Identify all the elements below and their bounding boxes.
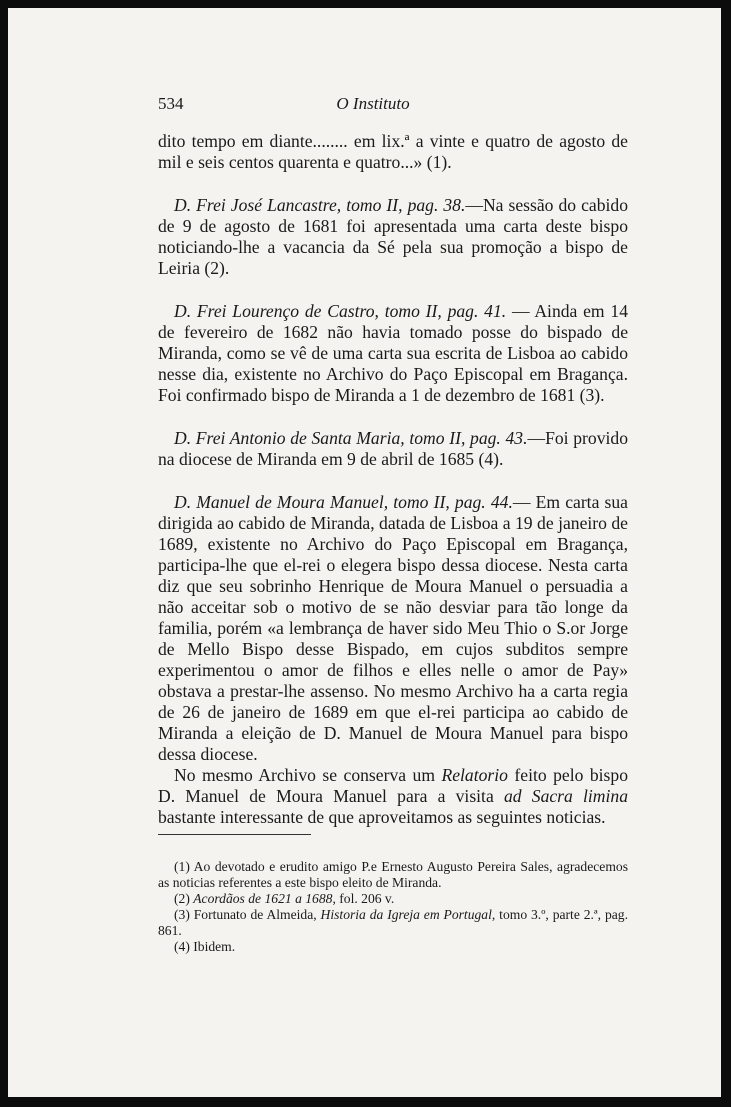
paragraph-text: dito tempo em diante........ em lix.ª a vinte e quatro de agosto de mil e seis centos quarenta e quatro...» (1).	[158, 131, 628, 172]
italic-term: Relatorio	[441, 765, 508, 785]
footnote-text: , tomo 3.º, parte 2.ª, pag. 861.	[158, 907, 628, 938]
footnote-divider	[158, 834, 311, 835]
footnote-2	[158, 891, 628, 907]
footnote-1: (1) Ao devotado e erudito amigo P.e Ernesto Augusto Pereira Sales, agradecemos as noticias referentes a este bispo eleito de Miranda.	[158, 859, 628, 890]
footnote-text: , fol. 206 v.	[332, 891, 395, 906]
entry-manuel-de-moura-manuel	[158, 492, 628, 765]
book-page	[8, 8, 721, 1097]
footnote-4: (4) Ibidem.	[174, 939, 236, 954]
entry-heading: D. Frei Lourenço de Castro, tomo II, pag. 41.	[174, 301, 507, 321]
entry-antonio-de-santa-maria	[158, 428, 628, 470]
entry-jose-lancastre	[158, 195, 628, 279]
paragraph-text: bastante interessante de que aproveitamos as seguintes noticias.	[158, 807, 606, 827]
entry-text: —Foi provido na diocese de Miranda em 9 de abril de 1685 (4).	[158, 428, 628, 469]
entry-lourenco-de-castro	[158, 301, 628, 406]
paragraph-relatorio	[158, 765, 628, 828]
footnotes	[158, 859, 628, 955]
body-text	[158, 131, 628, 850]
paragraph-text: No mesmo Archivo se conserva um	[174, 765, 442, 785]
page-number: 534	[158, 94, 184, 113]
page-header	[158, 94, 588, 118]
footnote-title: Acordãos de 1621 a 1688	[193, 891, 333, 906]
italic-term: ad Sacra limina	[503, 786, 628, 806]
entry-heading: D. Manuel de Moura Manuel, tomo II, pag. 44.	[174, 492, 513, 512]
footnote-title: Historia da Igreja em Portugal	[320, 907, 492, 922]
paragraph-continuation	[158, 131, 628, 173]
entry-text: — Ainda em 14 de fevereiro de 1682 não havia tomado posse do bispado de Miranda, como se vê de uma carta sua escrita de Lisboa ao cabido nesse dia, existente no Archivo do Paço Episcopal em Bragança. Foi confirmado bispo de Miranda a 1 de dezembro de 1681 (3).	[158, 301, 628, 405]
entry-heading: D. Frei José Lancastre, tomo II, pag. 38.	[174, 195, 466, 215]
entry-text: —Na sessão do cabido de 9 de agosto de 1681 foi apresentada uma carta deste bispo noticiando-lhe a vacancia da Sé pela sua promoção a bispo de Leiria (2).	[158, 195, 628, 278]
footnote-text: (3) Fortunato de Almeida,	[174, 907, 321, 922]
running-title: O Instituto	[336, 94, 410, 113]
footnote-number: (2)	[174, 891, 194, 906]
paragraph-text: feito pelo bispo D. Manuel de Moura Manuel para a visita	[158, 765, 628, 806]
entry-heading: D. Frei Antonio de Santa Maria, tomo II, pag. 43.	[174, 428, 528, 448]
footnote-3	[158, 907, 628, 939]
entry-text: — Em carta sua dirigida ao cabido de Miranda, datada de Lisboa a 19 de janeiro de 1689, existente no Archivo do Paço Episcopal em Bragança, participa-lhe que el-rei o elegera bispo dessa diocese. Nesta carta diz que seu sobrinho Henrique de Moura Manuel o persuadia a não acceitar sob o motivo de se não desviar para tão longe da familia, porém «a lembrança de haver sido Meu Thio o S.or Jorge de Mello Bispo desse Bispado, em cujos subditos sempre experimentou o amor de filhos e elles nelle o amor de Pay» obstava a prestar-lhe assenso. No mesmo Archivo ha a carta regia de 26 de janeiro de 1689 em que el-rei participa ao cabido de Miranda a eleição de D. Manuel de Moura Manuel para bispo dessa diocese.	[158, 492, 628, 764]
